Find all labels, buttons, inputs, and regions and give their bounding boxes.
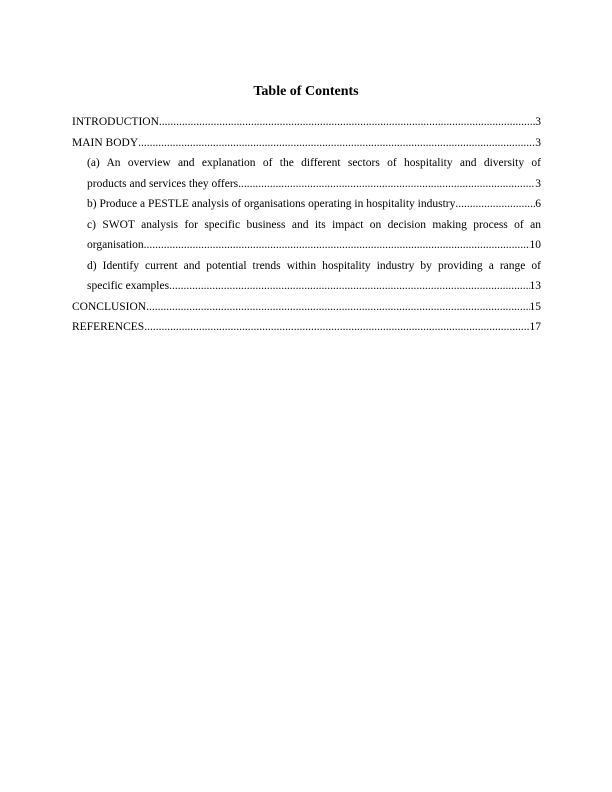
toc-entry-label: organisation xyxy=(87,239,144,251)
toc-list xyxy=(72,112,541,338)
dot-leader xyxy=(138,133,535,154)
toc-entry-label: b) Produce a PESTLE analysis of organisations operating in hospitality industry xyxy=(87,198,456,210)
toc-entry-introduction[interactable] xyxy=(72,112,541,133)
toc-line xyxy=(87,235,541,256)
toc-entry-text-line: c) SWOT analysis for specific business and its impact on decision making process of an xyxy=(87,218,541,231)
toc-page-number: 3 xyxy=(535,136,541,149)
toc-entry-main-body[interactable] xyxy=(72,133,541,154)
toc-line xyxy=(87,174,541,195)
toc-entry-conclusion[interactable] xyxy=(72,297,541,318)
dot-leader xyxy=(144,235,530,256)
toc-entry-label: MAIN BODY xyxy=(72,136,139,149)
toc-title: Table of Contents xyxy=(253,84,359,99)
dot-leader xyxy=(238,174,535,195)
toc-entry-label: specific examples xyxy=(87,280,170,292)
toc-entry-section-a[interactable] xyxy=(72,153,541,194)
toc-page-number: 13 xyxy=(529,280,541,292)
toc-page-number: 3 xyxy=(535,116,541,128)
toc-entry-references[interactable] xyxy=(72,317,541,338)
toc-entry-section-d[interactable] xyxy=(72,256,541,297)
toc-line xyxy=(72,133,541,154)
toc-line xyxy=(87,276,541,297)
toc-page-number: 17 xyxy=(529,321,541,333)
toc-page-number: 15 xyxy=(529,300,541,313)
toc-entry-label: CONCLUSION xyxy=(72,300,147,313)
dot-leader xyxy=(146,297,529,318)
toc-page-number: 3 xyxy=(535,177,541,190)
toc-line xyxy=(72,112,541,133)
toc-entry-text-line: d) Identify current and potential trends within hospitality industry by providing a range of xyxy=(87,259,541,272)
toc-line xyxy=(72,317,541,338)
toc-line xyxy=(72,297,541,318)
dot-leader xyxy=(169,276,529,297)
toc-entry-label: INTRODUCTION xyxy=(72,116,159,128)
dot-leader xyxy=(159,112,535,133)
toc-page-number: 6 xyxy=(535,198,541,210)
toc-entry-section-c[interactable] xyxy=(72,215,541,256)
dot-leader xyxy=(144,317,529,338)
toc-entry-section-b[interactable] xyxy=(72,194,541,215)
toc-entry-label: REFERENCES xyxy=(72,321,145,333)
toc-line xyxy=(87,194,541,215)
dot-leader xyxy=(455,194,535,215)
toc-page-number: 10 xyxy=(529,239,541,251)
toc-entry-label: products and services they offers xyxy=(87,177,239,190)
toc-entry-text-line: (a) An overview and explanation of the different sectors of hospitality and diversity of xyxy=(87,157,541,169)
